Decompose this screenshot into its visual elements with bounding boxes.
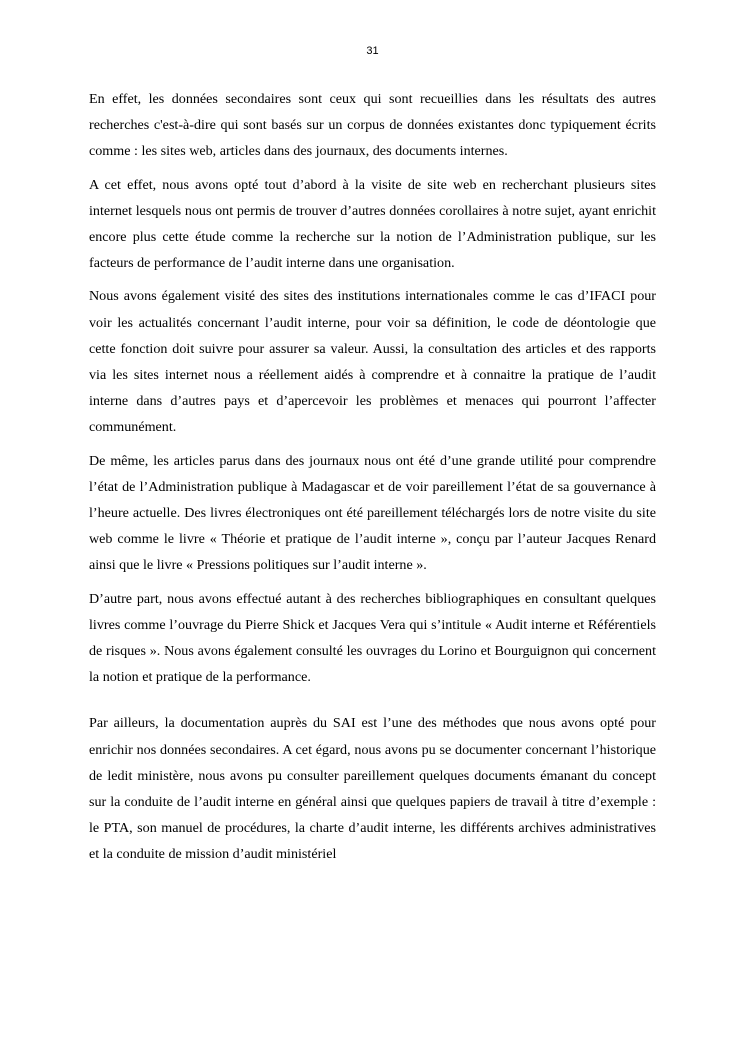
paragraph-secondary-data-definition: En effet, les données secondaires sont ceux qui sont recueillies dans les résultats des autres recherches c'est-à-dire qui sont basés sur un corpus de données existantes donc typiquement écrits comme : les sites web, articles dans des journaux, des documents internes.	[89, 91, 656, 160]
page-number: 31	[366, 45, 379, 57]
paragraph-website-research: A cet effet, nous avons opté tout d’abord à la visite de site web en recherchant plusieurs sites internet lesquels nous ont permis de trouver d’autres données corollaires à notre sujet, ayant enrichit encore plus cette étude comme la recherche sur la notion de l’Administration publique, sur les facteurs de performance de l’audit interne dans une organisation.	[89, 176, 656, 272]
paragraph-bibliographic-research: D’autre part, nous avons effectué autant à des recherches bibliographiques en consultant quelques livres comme l’ouvrage du Pierre Shick et Jacques Vera qui s’intitule « Audit interne et Référentiels de risques ». Nous avons également consulté les ouvrages du Lorino et Bourguignon qui concernent la notion et pratique de la performance.	[89, 590, 656, 686]
body-text	[89, 86, 656, 868]
paragraph-sai-documentation: Par ailleurs, la documentation auprès du SAI est l’une des méthodes que nous avons opté pour enrichir nos données secondaires. A cet égard, nous avons pu se documenter concernant l’historique de ledit ministère, nous avons pu consulter pareillement quelques documents émanant du concept sur la conduite de l’audit interne en général ainsi que quelques papiers de travail à titre d’exemple : le PTA, son manuel de procédures, la charte d’audit interne, les différents archives administratives et la conduite de mission d’audit ministériel	[89, 715, 656, 863]
paragraph-international-institutions: Nous avons également visité des sites des institutions internationales comme le cas d’IFACI pour voir les actualités concernant l’audit interne, pour voir sa définition, le code de déontologie que cette fonction doit suivre pour assurer sa valeur. Aussi, la consultation des articles et des rapports via les sites internet nous a réellement aidés à comprendre et à connaitre la pratique de l’audit interne dans d’autres pays et d’apercevoir les problèmes et menaces qui pourront l’affecter communément.	[89, 288, 656, 436]
paragraph-newspaper-articles: De même, les articles parus dans des journaux nous ont été d’une grande utilité pour comprendre l’état de l’Administration publique à Madagascar et de voir pareillement l’état de sa gouvernance à l’heure actuelle. Des livres électroniques ont été pareillement téléchargés lors de notre visite du site web comme le livre « Théorie et pratique de l’audit interne », conçu par l’auteur Jacques Renard ainsi que le livre « Pressions politiques sur l’audit interne ».	[89, 452, 656, 574]
